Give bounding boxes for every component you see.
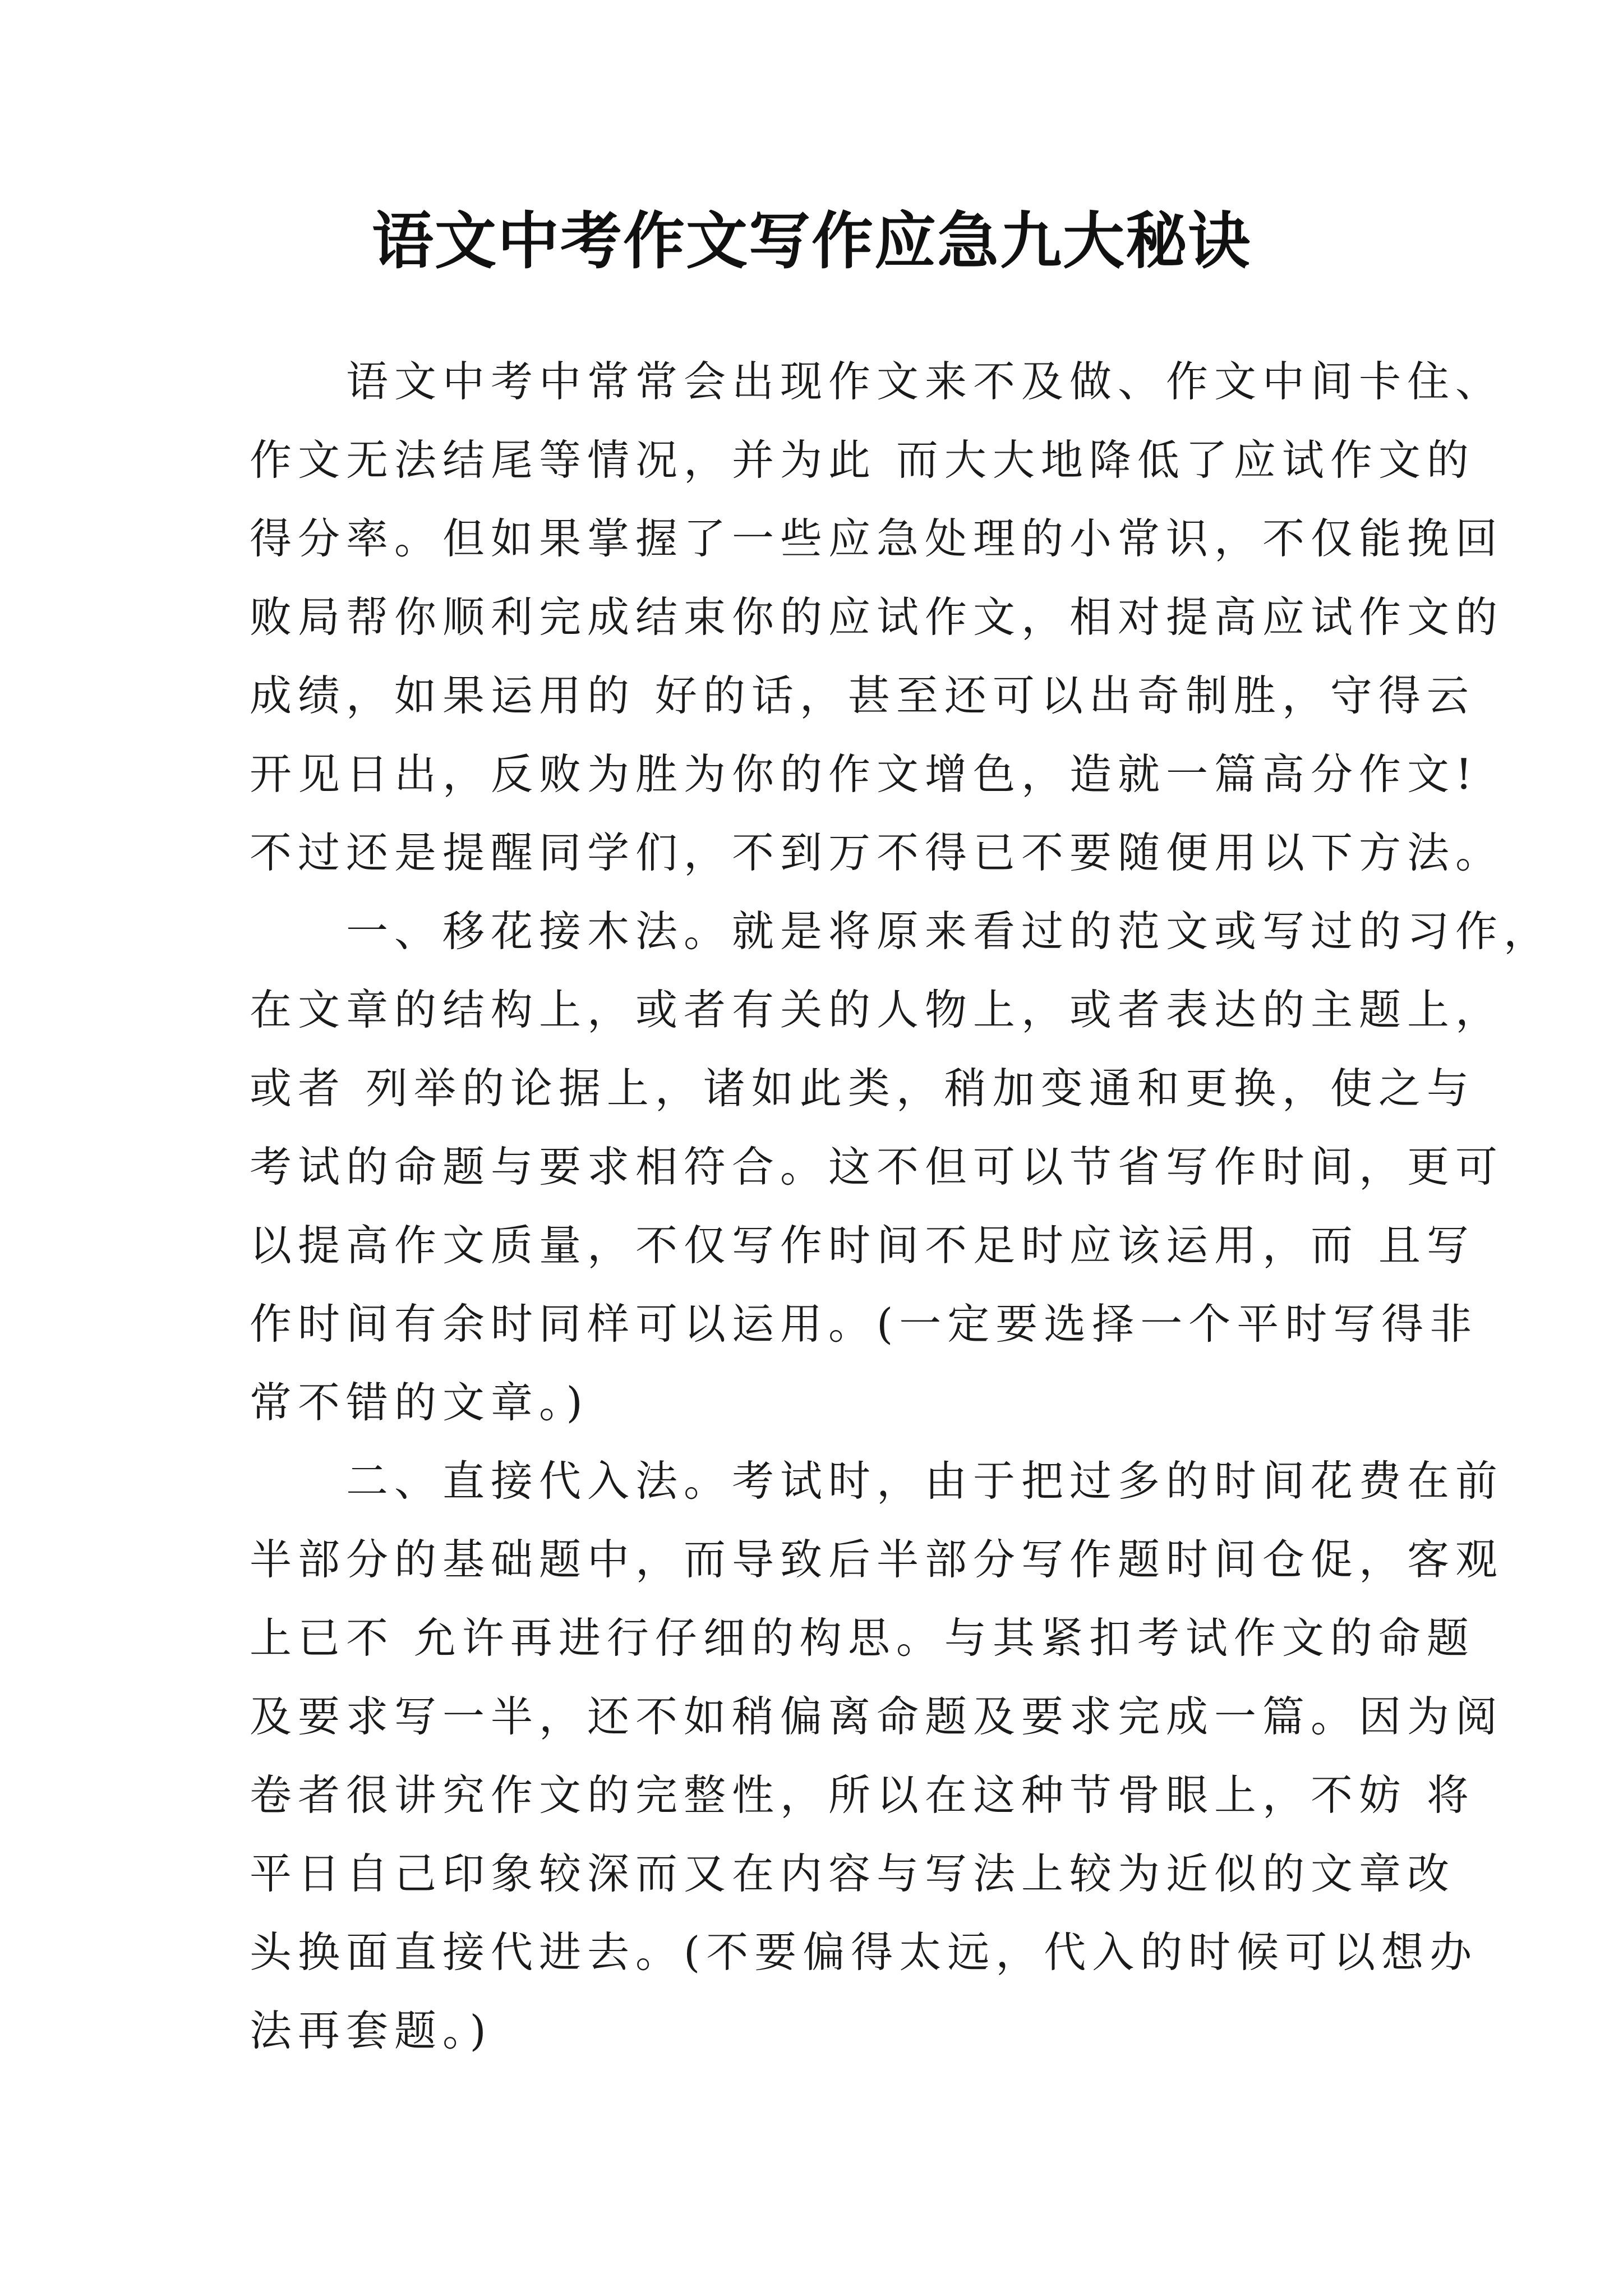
document-body bbox=[250, 342, 1552, 2070]
text-line: 败局帮你顺利完成结束你的应试作文，相对提高应试作文的 bbox=[250, 592, 1504, 642]
text-line: 一、移花接木法。就是将原来看过的范文或写过的习作， bbox=[346, 907, 1552, 956]
text-line: 二、直接代入法。考试时，由于把过多的时间花费在前 bbox=[346, 1456, 1504, 1506]
text-line: 得分率。但如果掌握了一些应急处理的小常识，不仅能挽回 bbox=[250, 514, 1504, 563]
text-line: 成绩，如果运用的 好的话，甚至还可以出奇制胜，守得云 bbox=[250, 671, 1475, 720]
text-line: 作文无法结尾等情况，并为此 而大大地降低了应试作文的 bbox=[250, 435, 1475, 485]
text-line: 在文章的结构上，或者有关的人物上，或者表达的主题上， bbox=[250, 985, 1504, 1034]
text-line: 半部分的基础题中，而导致后半部分写作题时间仓促，客观 bbox=[250, 1535, 1504, 1584]
text-line: 不过还是提醒同学们，不到万不得已不要随便用以下方法。 bbox=[250, 828, 1504, 877]
text-line: 平日自己印象较深而又在内容与写法上较为近似的文章改 bbox=[250, 1849, 1456, 1898]
text-line: 作时间有余时同样可以运用。(一定要选择一个平时写得非 bbox=[250, 1299, 1478, 1349]
paragraph-intro bbox=[250, 342, 1504, 892]
text-line: 或者 列举的论据上，诸如此类，稍加变通和更换，使之与 bbox=[250, 1064, 1475, 1113]
text-line: 考试的命题与要求相符合。这不但可以节省写作时间，更可 bbox=[250, 1142, 1504, 1191]
paragraph-method-2 bbox=[250, 1442, 1504, 2070]
text-line: 及要求写一半，还不如稍偏离命题及要求完成一篇。因为阅 bbox=[250, 1692, 1504, 1741]
text-line: 法再套题。) bbox=[250, 2006, 492, 2055]
text-line: 上已不 允许再进行仔细的构思。与其紧扣考试作文的命题 bbox=[250, 1613, 1475, 1663]
text-line: 语文中考中常常会出现作文来不及做、作文中间卡住、 bbox=[346, 357, 1504, 406]
text-line: 卷者很讲究作文的完整性，所以在这种节骨眼上，不妨 将 bbox=[250, 1770, 1475, 1820]
paragraph-method-1 bbox=[250, 892, 1552, 1442]
document-title: 语文中考作文写作应急九大秘诀 bbox=[372, 205, 1251, 277]
text-line: 开见日出，反败为胜为你的作文增色，造就一篇高分作文! bbox=[250, 749, 1479, 799]
text-line: 常不错的文章。) bbox=[250, 1378, 589, 1427]
text-line: 以提高作文质量，不仅写作时间不足时应该运用，而 且写 bbox=[250, 1221, 1475, 1270]
text-line: 头换面直接代进去。(不要偏得太远，代入的时候可以想办 bbox=[250, 1927, 1478, 1977]
